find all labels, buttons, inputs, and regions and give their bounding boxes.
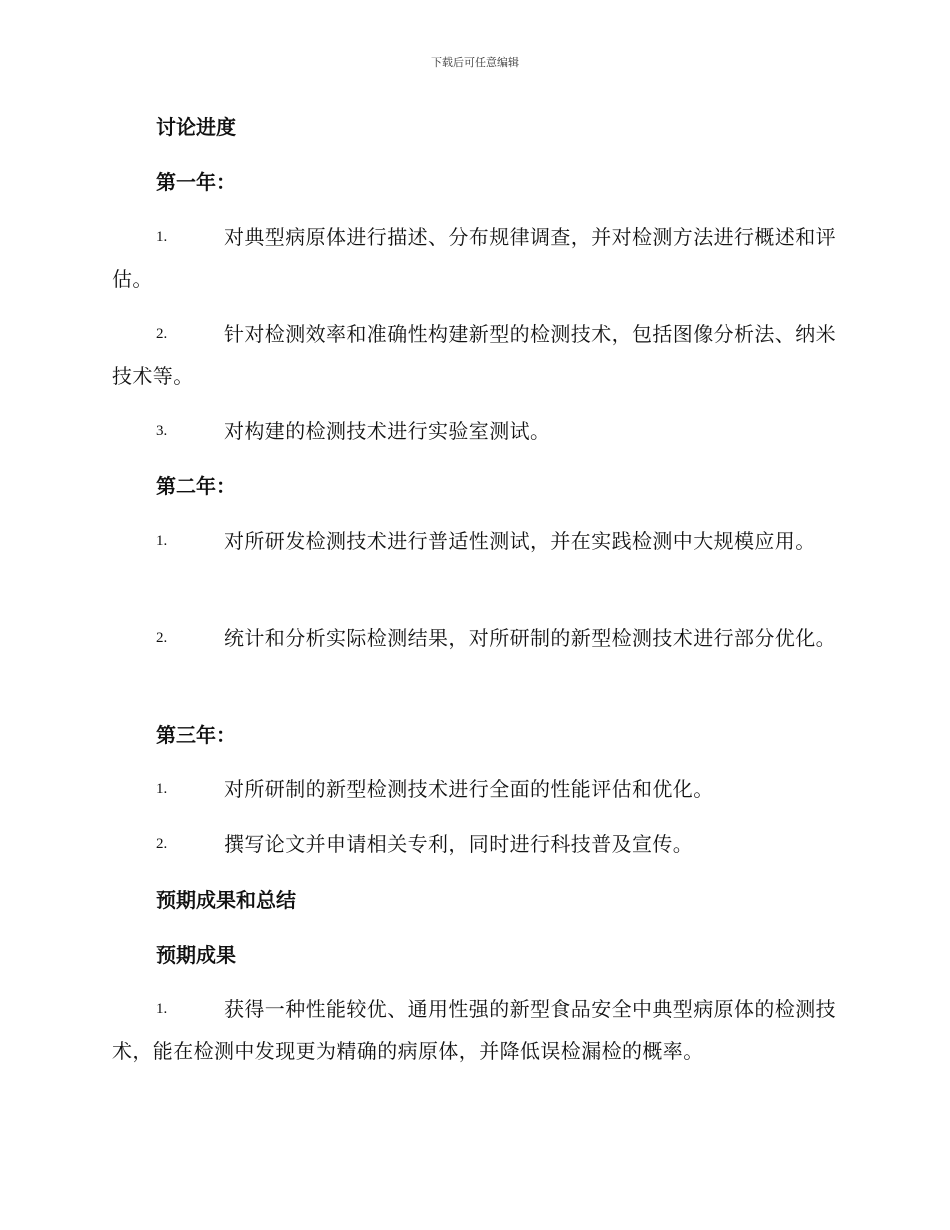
list-item-text: 撰写论文并申请相关专利，同时进行科技普及宣传。 — [224, 832, 694, 856]
list-item — [112, 617, 842, 659]
list-item-text: 对所研制的新型检测技术进行全面的性能评估和优化。 — [224, 777, 714, 801]
list-item — [112, 823, 842, 865]
list-item — [112, 768, 842, 810]
list-item — [112, 410, 842, 452]
list-item — [112, 313, 842, 397]
list-item-number: 2. — [156, 326, 168, 342]
list-item-number: 3. — [156, 423, 168, 439]
list-item-number: 2. — [156, 836, 168, 852]
list-item-number: 1. — [156, 781, 168, 797]
list-item — [112, 988, 842, 1072]
section-heading-outcomes: 预期成果和总结 — [156, 888, 296, 912]
list-item-text: 针对检测效率和准确性构建新型的检测技术，包括图像分析法、纳米技术等。 — [112, 322, 836, 388]
list-item-text: 对构建的检测技术进行实验室测试。 — [224, 419, 551, 443]
list-item-text: 对典型病原体进行描述、分布规律调查，并对检测方法进行概述和评估。 — [112, 225, 836, 291]
list-item-text: 获得一种性能较优、通用性强的新型食品安全中典型病原体的检测技术，能在检测中发现更为精确的病原体，并降低误检漏检的概率。 — [112, 997, 836, 1063]
page-header-note: 下载后可任意编辑 — [431, 56, 519, 69]
section-heading-progress: 讨论进度 — [156, 115, 236, 139]
list-item — [112, 216, 842, 300]
list-item-text: 对所研发检测技术进行普适性测试，并在实践检测中大规模应用。 — [224, 529, 816, 553]
subsection-heading-outcomes: 预期成果 — [156, 943, 236, 967]
year-heading-3: 第三年： — [156, 723, 236, 747]
year-heading-2: 第二年： — [156, 474, 236, 498]
list-item — [112, 520, 842, 562]
year-heading-1: 第一年： — [156, 170, 236, 194]
list-item-number: 2. — [156, 630, 168, 646]
list-item-number: 1. — [156, 533, 168, 549]
list-item-number: 1. — [156, 229, 168, 245]
list-item-text: 统计和分析实际检测结果，对所研制的新型检测技术进行部分优化。 — [224, 626, 836, 650]
list-item-number: 1. — [156, 1001, 168, 1017]
